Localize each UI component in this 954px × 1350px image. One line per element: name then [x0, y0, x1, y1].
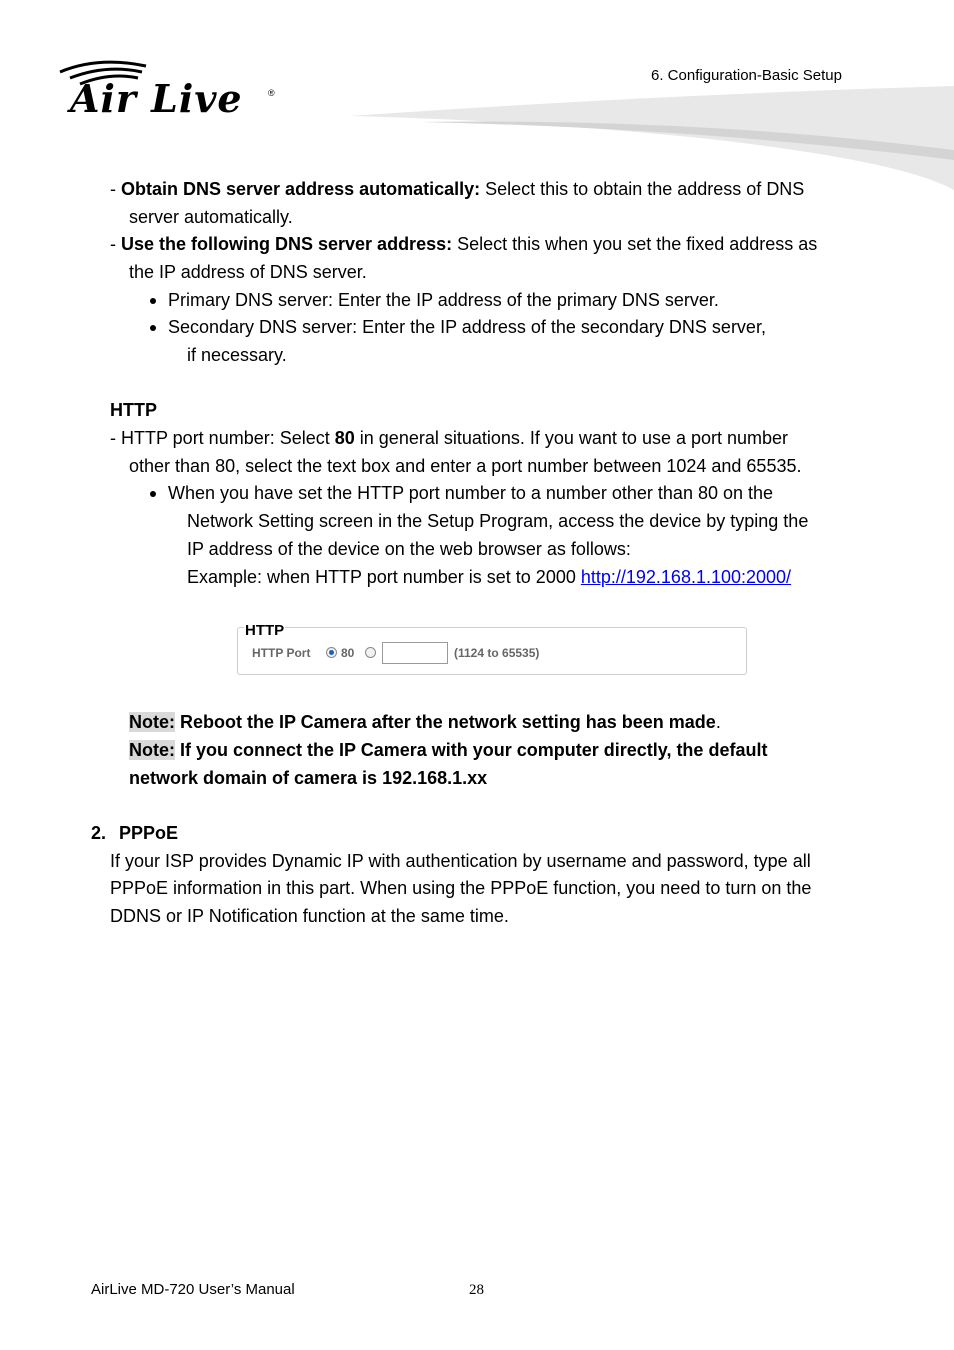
- pppoe-line-3: DDNS or IP Notification function at the same time.: [110, 906, 509, 926]
- dns-obtain-label: Obtain DNS server address automatically:: [121, 179, 481, 199]
- dns-secondary-item: Secondary DNS server: Enter the IP address of the secondary DNS server,: [168, 317, 766, 337]
- http-example-line: [187, 567, 791, 587]
- note-1-end: .: [715, 712, 721, 732]
- example-url-link[interactable]: http://192.168.1.100:2000/: [580, 567, 792, 587]
- dns-obtain-line: - Obtain DNS server address automatically: Select this to obtain the address of DNS: [110, 179, 805, 199]
- radio-custom-port[interactable]: [365, 647, 376, 658]
- dns-secondary-item-2: if necessary.: [187, 345, 287, 365]
- http-bullet-line-2: Network Setting screen in the Setup Program, access the device by typing the: [187, 511, 809, 531]
- http-port-line-2: other than 80, select the text box and enter a port number between 1024 and 65535.: [129, 456, 802, 476]
- http-bullet-line-1: When you have set the HTTP port number to a number other than 80 on the: [168, 483, 774, 503]
- note-2: [129, 740, 767, 760]
- dns-obtain-text: Select this to obtain the address of DNS: [480, 179, 805, 199]
- airlive-logo: [58, 58, 280, 122]
- dns-obtain-line-2: server automatically.: [129, 207, 293, 227]
- bullet-icon: [150, 298, 156, 304]
- http-bullet-line-3: IP address of the device on the web browser as follows:: [187, 539, 631, 559]
- chapter-title: 6. Configuration-Basic Setup: [651, 67, 842, 84]
- custom-port-input[interactable]: [382, 642, 448, 664]
- pppoe-heading: PPPoE: [119, 823, 179, 843]
- note-label: Note:: [129, 740, 175, 760]
- http-port-line: [110, 428, 788, 448]
- http-port-pre: - HTTP port number: Select: [110, 428, 335, 448]
- dns-use-label: Use the following DNS server address:: [121, 234, 453, 254]
- http-settings-panel: [237, 622, 747, 675]
- dns-use-line-2: the IP address of DNS server.: [129, 262, 367, 282]
- pppoe-line-2: PPPoE information in this part. When using the PPPoE function, you need to turn on the: [110, 878, 812, 898]
- http-port-bold: 80: [334, 428, 355, 448]
- radio-port-80-label: 80: [341, 646, 355, 660]
- note-label: Note:: [129, 712, 175, 732]
- bullet-icon: [150, 491, 156, 497]
- pppoe-number: 2.: [91, 823, 107, 843]
- http-example-pre: Example: when HTTP port number is set to 2000: [187, 567, 581, 587]
- footer-manual-title: AirLive MD-720 User’s Manual: [91, 1281, 295, 1298]
- page-number: 28: [469, 1282, 484, 1298]
- radio-port-80[interactable]: [326, 647, 337, 658]
- http-port-post: in general situations. If you want to use a port number: [354, 428, 789, 448]
- note-1-text: Reboot the IP Camera after the network setting has been made: [175, 712, 716, 732]
- http-port-label: HTTP Port: [252, 646, 311, 660]
- dns-use-text: Select this when you set the fixed address as: [452, 234, 818, 254]
- dns-use-line: - Use the following DNS server address: Select this when you set the fixed address as: [110, 234, 818, 254]
- dns-primary-item: Primary DNS server: Enter the IP address of the primary DNS server.: [168, 290, 719, 310]
- http-panel-title: HTTP: [245, 622, 285, 639]
- http-heading: HTTP: [110, 400, 157, 420]
- registered-mark: ®: [268, 88, 275, 98]
- port-range-hint: (1124 to 65535): [454, 646, 540, 660]
- logo-text: Air Live: [70, 76, 243, 121]
- note-1: [129, 712, 721, 732]
- pppoe-line-1: If your ISP provides Dynamic IP with authentication by username and password, type all: [110, 851, 811, 871]
- bullet-icon: [150, 325, 156, 331]
- note-2-text: If you connect the IP Camera with your computer directly, the default: [175, 740, 768, 760]
- note-2-line-2: network domain of camera is 192.168.1.xx: [129, 768, 488, 788]
